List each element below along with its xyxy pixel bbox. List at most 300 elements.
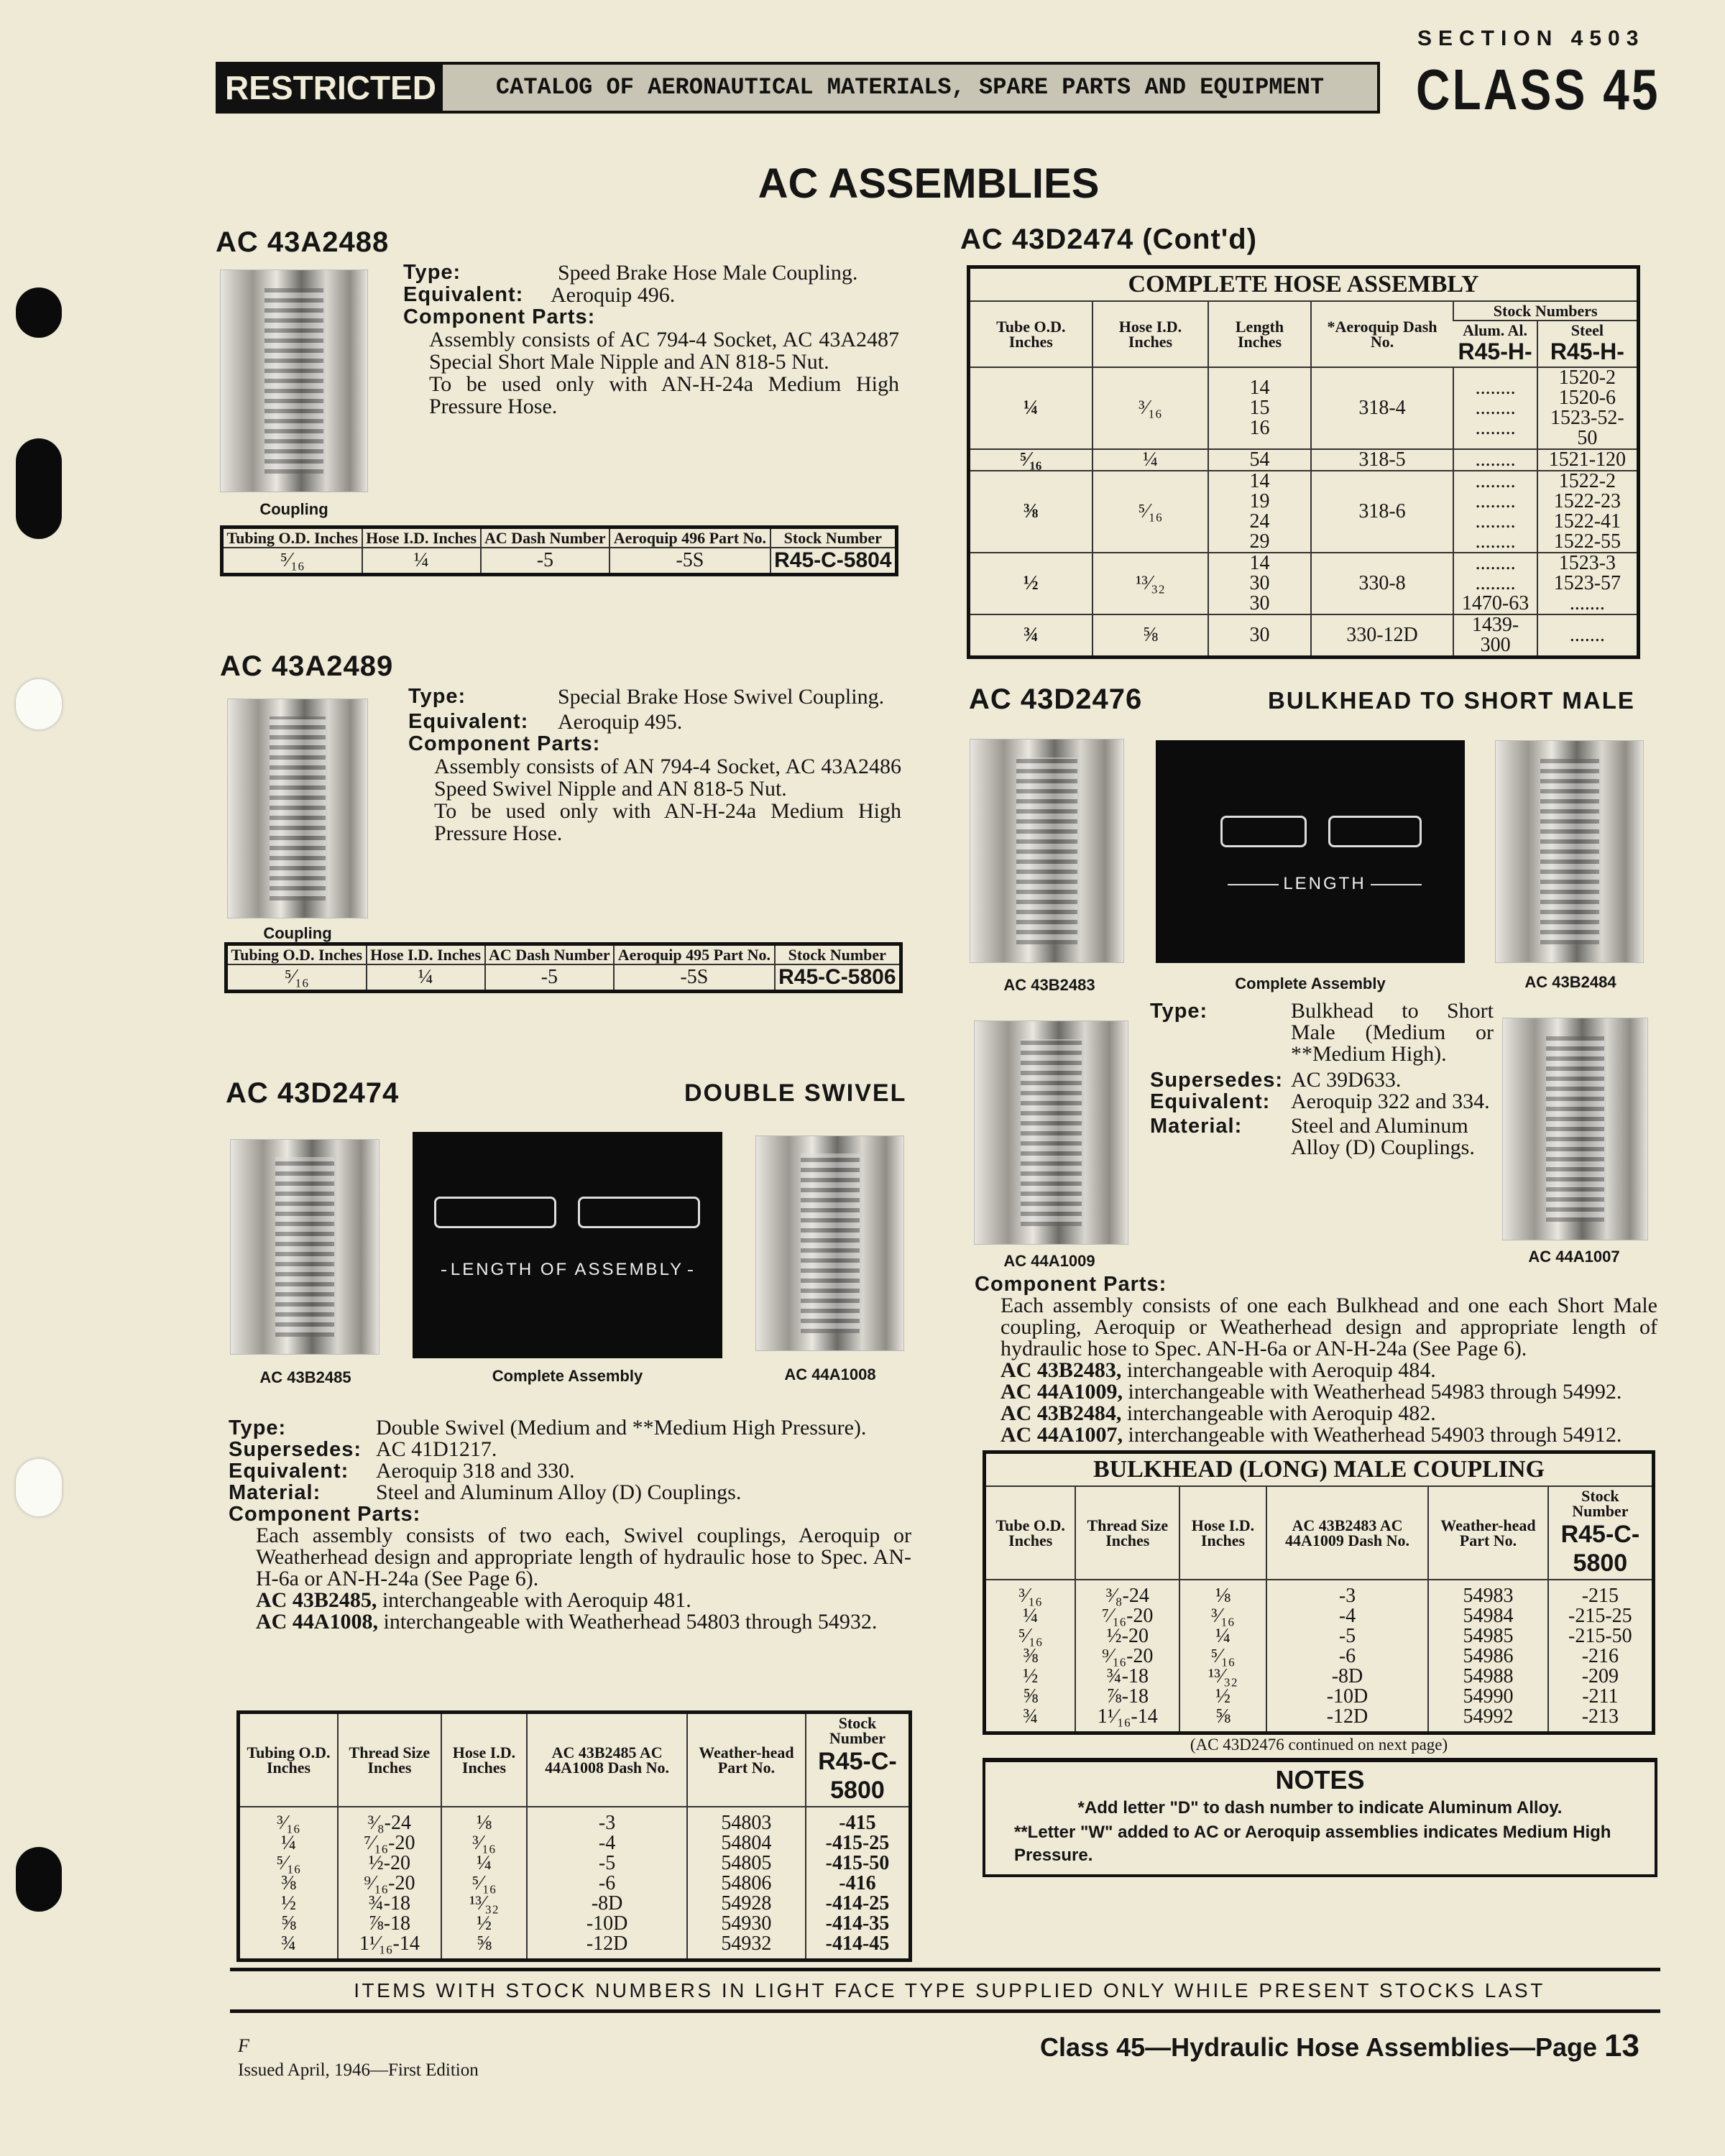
tube-od: ⁵⁄₁₆ (969, 449, 1092, 471)
table-cell: -414-25 (806, 1894, 911, 1914)
column-header: Tubing O.D. Inches (222, 528, 362, 548)
table-row-group (969, 614, 1639, 658)
table-cell: 54988 (1428, 1667, 1548, 1687)
table-cell: ⁵⁄₁₆ (1179, 1646, 1266, 1667)
table-cell: -215-25 (1548, 1606, 1654, 1626)
table-cell: 54928 (687, 1894, 806, 1914)
table-cell: 19 (1249, 490, 1270, 512)
table-cell: ⅜ (281, 1872, 297, 1894)
tube-od: ⅜ (969, 471, 1092, 553)
table-cell: ........ (1475, 530, 1516, 553)
column-header-label: Alum. Al. (1463, 321, 1527, 339)
column-header (1075, 1486, 1179, 1580)
note-item: **Letter "W" added to AC or Aeroquip assemblies indicates Medium High Pressure. (1014, 1823, 1611, 1865)
component-parts-label: Component Parts: (229, 1503, 421, 1526)
description-43a2488 (403, 262, 899, 418)
hose-id: ⁵⁄₁₆ (1092, 471, 1209, 553)
supersedes-label: Supersedes: (229, 1438, 362, 1461)
table-cell: ⁵⁄₁₆ (1018, 1625, 1043, 1647)
aeroquip-dash: 330-12D (1311, 614, 1454, 658)
table-cell: ⅛ (1179, 1580, 1266, 1606)
table-cell: ........ (1475, 417, 1516, 439)
supersedes-value: AC 39D633. (1291, 1068, 1402, 1092)
table-cell: 1¹⁄₁₆-14 (1075, 1707, 1179, 1733)
material-value: Steel and Aluminum Alloy (D) Couplings. (376, 1480, 742, 1504)
page-number: 13 (1604, 2028, 1639, 2063)
column-header (1428, 1486, 1548, 1580)
table-cell: -5S (610, 548, 770, 575)
supersedes-label: Supersedes: (1150, 1069, 1284, 1092)
table-cell: 54983 (1428, 1580, 1548, 1606)
length-cell (1208, 553, 1310, 614)
table-row (985, 1580, 1654, 1606)
type-label: Type: (403, 261, 461, 284)
table-cell: -215 (1548, 1580, 1654, 1606)
length-label: LENGTH OF ASSEMBLY (446, 1260, 688, 1279)
column-header-label: Steel (1570, 321, 1604, 339)
column-header (338, 1713, 441, 1807)
steel-stock-cell (1537, 367, 1639, 449)
table-cell: -5 (527, 1853, 687, 1874)
table-cell: ½-20 (1075, 1626, 1179, 1646)
photo-caption: AC 43B2485 (259, 1368, 351, 1386)
table-cell: 54932 (687, 1934, 806, 1961)
table-cell: -416 (806, 1874, 911, 1894)
part-number: AC 44A1007, (1000, 1423, 1123, 1447)
table-cell: 30 (1249, 572, 1270, 594)
column-header (985, 1486, 1076, 1580)
table-cell: 1522-55 (1553, 530, 1622, 553)
interchangeability-text: interchangeable with Aeroquip 484. (1121, 1358, 1436, 1382)
table-cell: -5S (614, 964, 774, 992)
table-cell: ⅝ (441, 1934, 528, 1961)
length-cell (1208, 367, 1310, 449)
hose-drawing (1328, 816, 1422, 847)
table-cell: ⁵⁄₁₆ (280, 549, 305, 571)
table-row (226, 964, 901, 992)
column-header-label: AC 43B2485 AC 44A1008 Dash No. (545, 1743, 670, 1777)
interchangeability-item (1000, 1403, 1657, 1424)
table-cell: -5 (1266, 1626, 1428, 1646)
part-number: AC 43B2484, (1000, 1401, 1122, 1425)
photo-caption: AC 44A1007 (1528, 1248, 1620, 1266)
binder-hole (16, 287, 62, 338)
interchangeability-list (975, 1360, 1657, 1446)
column-header: Stock Number (775, 944, 901, 965)
length-cell (1208, 471, 1310, 553)
binder-hole (16, 438, 62, 539)
hose-id: ¹³⁄₃₂ (1092, 553, 1209, 614)
table-cell: ³⁄₁₆ (277, 1812, 300, 1834)
description-43a2489 (408, 686, 901, 844)
table-cell: R45-C-5806 (775, 964, 901, 992)
steel-stock-cell (1537, 614, 1639, 658)
section-number: SECTION 4503 (1417, 27, 1645, 50)
table-cell: 1470-63 (1461, 592, 1530, 614)
table-cell: 54986 (1428, 1646, 1548, 1667)
header-row (985, 1486, 1654, 1580)
table-row (239, 1874, 911, 1894)
complete-assembly-diagram (413, 1132, 722, 1358)
description-43d2476 (1150, 1000, 1494, 1158)
table-cell: ⅝ (281, 1912, 297, 1935)
equivalent-value: Aeroquip 322 and 334. (1291, 1089, 1490, 1113)
table-cell: -209 (1548, 1667, 1654, 1687)
table-cell: ³⁄₁₆ (1179, 1606, 1266, 1626)
interchangeability-text: interchangeable with Weatherhead 54983 through 54992. (1123, 1380, 1622, 1404)
notes-title: NOTES (1275, 1765, 1365, 1795)
usage-note: To be used only with AN-H-24a Medium High Pressure Hose. (434, 799, 901, 845)
table-cell: 1¹⁄₁₆-14 (338, 1934, 441, 1961)
table-cell: 54930 (687, 1914, 806, 1934)
table-cell: ¾-18 (338, 1894, 441, 1914)
table-cell: ⁹⁄₁₆-20 (1075, 1646, 1179, 1667)
table-cell: -213 (1548, 1707, 1654, 1733)
table-cell: 1523-52-50 (1550, 407, 1624, 449)
column-header (1548, 1486, 1654, 1580)
table-cell: ....... (1569, 624, 1605, 646)
bulkhead-details (975, 1273, 1657, 1877)
continued-note: (AC 43D2476 continued on next page) (1190, 1736, 1448, 1754)
column-header: *Aeroquip Dash No. (1311, 301, 1454, 367)
aeroquip-dash: 318-6 (1311, 471, 1454, 553)
photo-caption: AC 44A1009 (1003, 1252, 1095, 1270)
alum-stock-cell (1453, 553, 1537, 614)
complete-assembly-diagram (1156, 740, 1465, 963)
issued-date: Issued April, 1946—First Edition (238, 2060, 479, 2080)
coupling-photo (220, 270, 368, 492)
table-cell: 24 (1249, 510, 1270, 533)
section-subheading: BULKHEAD TO SHORT MALE (1268, 687, 1635, 714)
table-cell: ¹³⁄₃₂ (1179, 1667, 1266, 1687)
part-number: AC 44A1008, (256, 1610, 378, 1634)
interchangeability-text: interchangeable with Aeroquip 482. (1121, 1401, 1436, 1425)
column-header: Tube O.D. Inches (969, 301, 1092, 367)
table-cell: -12D (1266, 1707, 1428, 1733)
notes-box (983, 1758, 1657, 1877)
note-item: *Add letter "D" to dash number to indicate Aluminum Alloy. (1077, 1798, 1563, 1818)
component-parts-label: Component Parts: (403, 305, 596, 328)
table-cell: 1522-41 (1553, 510, 1622, 533)
photo-caption: AC 44A1008 (784, 1365, 876, 1383)
table-cell: ½ (1023, 1665, 1039, 1687)
column-header: Aeroquip 495 Part No. (614, 944, 774, 965)
photo-caption: Coupling (263, 924, 332, 942)
table-row (239, 1934, 911, 1961)
table-row (239, 1914, 911, 1934)
table-cell: 54992 (1428, 1707, 1548, 1733)
coupling-photo (227, 699, 368, 918)
column-header-label: Weather-head Part No. (1440, 1516, 1536, 1549)
table-cell: ¼ (367, 964, 485, 992)
aeroquip-dash: 318-4 (1311, 367, 1454, 449)
column-header: Stock Number (770, 528, 897, 548)
equivalent-value: Aeroquip 496. (551, 283, 676, 307)
complete-hose-assembly-table (967, 265, 1640, 659)
photo-caption: Coupling (259, 500, 328, 518)
table-row-group (969, 471, 1639, 553)
short-male-coupling-photo (1502, 1018, 1648, 1240)
part-number: AC 43B2485, (256, 1588, 377, 1612)
stock-prefix: R45-H- (1458, 338, 1532, 364)
table-cell: -8D (527, 1894, 687, 1914)
column-header: Length Inches (1208, 301, 1310, 367)
table-row (239, 1807, 911, 1833)
table-row (985, 1687, 1654, 1707)
section-heading-43d2474-contd: AC 43D2474 (Cont'd) (960, 224, 1258, 255)
type-value: Speed Brake Hose Male Coupling. (558, 261, 858, 285)
table-cell: 1522-23 (1553, 490, 1622, 512)
title-row (985, 1452, 1654, 1487)
interchangeability-item (256, 1590, 911, 1611)
table-cell: 54984 (1428, 1606, 1548, 1626)
column-header-label: Weather-head Part No. (699, 1743, 794, 1777)
table-cell: ⁵⁄₁₆ (284, 966, 309, 988)
column-header (239, 1713, 339, 1807)
table-cell: -12D (527, 1934, 687, 1961)
header-row (239, 1713, 911, 1807)
column-header (806, 1713, 911, 1807)
table-cell: 54805 (687, 1853, 806, 1874)
table-cell: -10D (1266, 1687, 1428, 1707)
table-cell: R45-C-5804 (770, 548, 897, 575)
column-header (1266, 1486, 1428, 1580)
component-parts-text: Each assembly consists of one each Bulkhead and one each Short Male coupling, Aeroquip or Weatherhead design and appropriate length of hydraulic hose to Spec. AN-H-6a or AN-H-24a (See Page 6). (1000, 1294, 1657, 1360)
alum-stock-cell (1453, 367, 1537, 449)
table-cell: ........ (1475, 470, 1516, 492)
table-row (985, 1646, 1654, 1667)
column-header: Hose I.D. Inches (362, 528, 481, 548)
binder-hole (16, 679, 62, 729)
edition-mark: F (238, 2035, 249, 2056)
type-value: Special Brake Hose Swivel Coupling. (558, 685, 885, 709)
table-cell: ½ (441, 1914, 528, 1934)
steel-stock-cell (1537, 471, 1639, 553)
column-header (441, 1713, 528, 1807)
column-header: AC Dash Number (481, 528, 610, 548)
table-cell: 14 (1249, 470, 1270, 492)
table-cell: ⁹⁄₁₆-20 (338, 1874, 441, 1894)
photo-caption: Complete Assembly (492, 1367, 643, 1385)
column-header-label: Hose I.D. Inches (452, 1743, 516, 1777)
table-cell: ³⁄₁₆ (1018, 1585, 1042, 1607)
section-heading-43d2476: AC 43D2476 (969, 683, 1143, 715)
hose-id: ³⁄₁₆ (1092, 367, 1209, 449)
stock-prefix: R45-C-5800 (818, 1748, 897, 1804)
column-header-label: Stock Number (829, 1714, 886, 1747)
table-cell: ³⁄₁₆ (441, 1833, 528, 1853)
table-cell: -414-35 (806, 1914, 911, 1934)
table-cell: 1523-57 (1553, 572, 1622, 594)
stock-prefix: R45-H- (1550, 338, 1624, 364)
component-parts-text: Assembly consists of AC 794-4 Socket, AC 43A2487 Special Short Male Nipple and AN 818-5 Nut. (429, 328, 899, 374)
part-number: AC 43B2483, (1000, 1358, 1122, 1382)
table-cell: ¼ (281, 1832, 297, 1854)
table-cell: ¾ (281, 1932, 297, 1955)
table-cell: ⅜ (1023, 1645, 1039, 1667)
table-cell: ........ (1475, 490, 1516, 512)
column-header-label: Thread Size Inches (349, 1743, 431, 1777)
table-cell: ¼ (441, 1853, 528, 1874)
table-cell: 29 (1249, 530, 1270, 553)
component-parts-label: Component Parts: (975, 1273, 1167, 1296)
alum-stock-cell (1453, 471, 1537, 553)
binder-hole (16, 1459, 62, 1516)
column-header-label: Tube O.D. Inches (995, 1516, 1065, 1549)
component-parts-label: Component Parts: (408, 732, 601, 755)
table-row-group (969, 367, 1639, 449)
part-number: AC 44A1009, (1000, 1380, 1123, 1404)
length-label: LENGTH (1279, 874, 1370, 893)
header-row (222, 528, 897, 548)
alum-stock-cell (1453, 449, 1537, 471)
table-cell: -4 (1266, 1606, 1428, 1626)
table-cell: -216 (1548, 1646, 1654, 1667)
table-cell: ⁷⁄₁₆-20 (1075, 1606, 1179, 1626)
table-cell: ........ (1475, 397, 1516, 419)
table-cell: -5 (485, 964, 615, 992)
bulkhead-coupling-photo (974, 1021, 1128, 1245)
table-cell: 16 (1249, 417, 1270, 439)
component-parts-43d2476 (975, 1273, 1657, 1446)
section-heading-43a2489: AC 43A2489 (220, 650, 394, 682)
table-cell: ........ (1475, 552, 1516, 574)
component-parts-text: Assembly consists of AN 794-4 Socket, AC 43A2486 Speed Swivel Nipple and AN 818-5 Nut. (434, 755, 901, 801)
equivalent-label: Equivalent: (403, 283, 524, 306)
table-cell: -415-25 (806, 1833, 911, 1853)
table-row-group (969, 553, 1639, 614)
table-cell: -415 (806, 1807, 911, 1833)
table-cell: 54990 (1428, 1687, 1548, 1707)
table-cell: ¹³⁄₃₂ (441, 1894, 528, 1914)
interchangeability-item (1000, 1424, 1657, 1446)
table-cell: ⁵⁄₁₆ (441, 1874, 528, 1894)
table-cell: ⁷⁄₁₆-20 (338, 1833, 441, 1853)
equivalent-label: Equivalent: (1150, 1090, 1271, 1113)
interchangeability-item (1000, 1360, 1657, 1381)
table-row (985, 1606, 1654, 1626)
table-cell: 54803 (687, 1807, 806, 1833)
equivalent-value: Aeroquip 495. (558, 710, 683, 734)
column-header: AC Dash Number (485, 944, 615, 965)
column-header (527, 1713, 687, 1807)
table-cell: -3 (1266, 1580, 1428, 1606)
table-cell: ⅝ (1179, 1707, 1266, 1733)
header-row (226, 944, 901, 965)
steel-stock-cell (1537, 449, 1639, 471)
table-cell: ........ (1475, 510, 1516, 533)
column-header (1453, 321, 1537, 367)
header-row (969, 301, 1639, 321)
table-cell: 1520-6 (1558, 387, 1616, 409)
tube-od: ¼ (969, 367, 1092, 449)
table-cell: -415-50 (806, 1853, 911, 1874)
table-cell: -8D (1266, 1667, 1428, 1687)
table-cell: 15 (1249, 397, 1270, 419)
table-cell: ⅞-18 (338, 1914, 441, 1934)
table-row (222, 548, 897, 575)
column-header (687, 1713, 806, 1807)
bulkhead-coupling-photo (970, 739, 1124, 963)
table-cell: 14 (1249, 552, 1270, 574)
alum-stock-cell (1453, 614, 1537, 658)
table-cell: -6 (527, 1874, 687, 1894)
column-header (1537, 321, 1639, 367)
hose-drawing (578, 1197, 700, 1228)
table-cell: 54806 (687, 1874, 806, 1894)
table-cell: ⅝ (1023, 1685, 1039, 1708)
section-subheading: DOUBLE SWIVEL (684, 1079, 907, 1107)
table-cell: ........ (1475, 572, 1516, 594)
catalog-title: CATALOG OF AERONAUTICAL MATERIALS, SPARE PARTS AND EQUIPMENT (495, 74, 1325, 101)
interchangeability-text: interchangeable with Weatherhead 54903 through 54912. (1123, 1423, 1622, 1447)
column-header-label: Stock Number (1572, 1487, 1629, 1520)
title-row (969, 267, 1639, 302)
table-cell: -414-45 (806, 1934, 911, 1961)
table-cell: 54804 (687, 1833, 806, 1853)
table-row (239, 1853, 911, 1874)
column-header: Hose I.D. Inches (1092, 301, 1209, 367)
divider (230, 1968, 1660, 1971)
usage-note: To be used only with AN-H-24a Medium High Pressure Hose. (429, 372, 899, 418)
table-cell: -6 (1266, 1646, 1428, 1667)
column-header-label: Tubing O.D. Inches (247, 1743, 331, 1777)
table-row (239, 1833, 911, 1853)
class-number: CLASS 45 (1416, 57, 1660, 121)
column-header: Stock Numbers (1453, 301, 1638, 321)
table-cell: -4 (527, 1833, 687, 1853)
type-label: Type: (1150, 1000, 1208, 1023)
type-value: Bulkhead to Short Male (Medium or **Medium High). (1291, 999, 1494, 1066)
table-cell: 30 (1249, 624, 1270, 646)
hose-drawing (434, 1197, 556, 1228)
restricted-label: RESTRICTED (218, 65, 443, 111)
type-value: Double Swivel (Medium and **Medium High Pressure). (376, 1416, 867, 1439)
column-header: Tubing O.D. Inches (226, 944, 367, 965)
page-label: Class 45—Hydraulic Hose Assemblies—Page (1040, 2032, 1598, 2062)
interchangeability-list (229, 1590, 911, 1633)
swivel-coupling-photo (755, 1135, 904, 1351)
table-cell: -215-50 (1548, 1626, 1654, 1646)
component-parts-text: Each assembly consists of two each, Swivel couplings, Aeroquip or Weatherhead design and appropriate length of hydraulic hose to Spec. AN-H-6a or AN-H-24a (See Page 6). (256, 1524, 911, 1590)
table-cell: 30 (1249, 592, 1270, 614)
table-cell: ¼ (1023, 1605, 1039, 1627)
table-cell: ¼ (1179, 1626, 1266, 1646)
section-heading-43d2474: AC 43D2474 (226, 1077, 400, 1109)
aeroquip-dash: 330-8 (1311, 553, 1454, 614)
table-cell: -5 (481, 548, 610, 575)
stock-prefix: R45-C-5800 (1560, 1521, 1640, 1577)
table-cell: 1522-2 (1558, 470, 1616, 492)
tube-od: ¾ (969, 614, 1092, 658)
table-cell: ....... (1569, 592, 1605, 614)
table-cell: ¾ (1023, 1705, 1039, 1728)
interchangeability-text: interchangeable with Weatherhead 54803 through 54932. (378, 1610, 878, 1634)
table-cell: -10D (527, 1914, 687, 1934)
table-title: BULKHEAD (LONG) MALE COUPLING (985, 1452, 1654, 1487)
double-swivel-table (236, 1710, 912, 1962)
table-row (985, 1707, 1654, 1733)
photo-caption: AC 43B2483 (1003, 976, 1095, 994)
hose-drawing (1220, 816, 1307, 847)
table-cell: ¼ (362, 548, 481, 575)
column-header: Hose I.D. Inches (367, 944, 485, 965)
aeroquip-dash: 318-5 (1311, 449, 1454, 471)
table-cell: ¾-18 (1075, 1667, 1179, 1687)
length-cell (1208, 449, 1310, 471)
table-cell: -3 (527, 1807, 687, 1833)
table-cell: 1523-3 (1558, 552, 1616, 574)
